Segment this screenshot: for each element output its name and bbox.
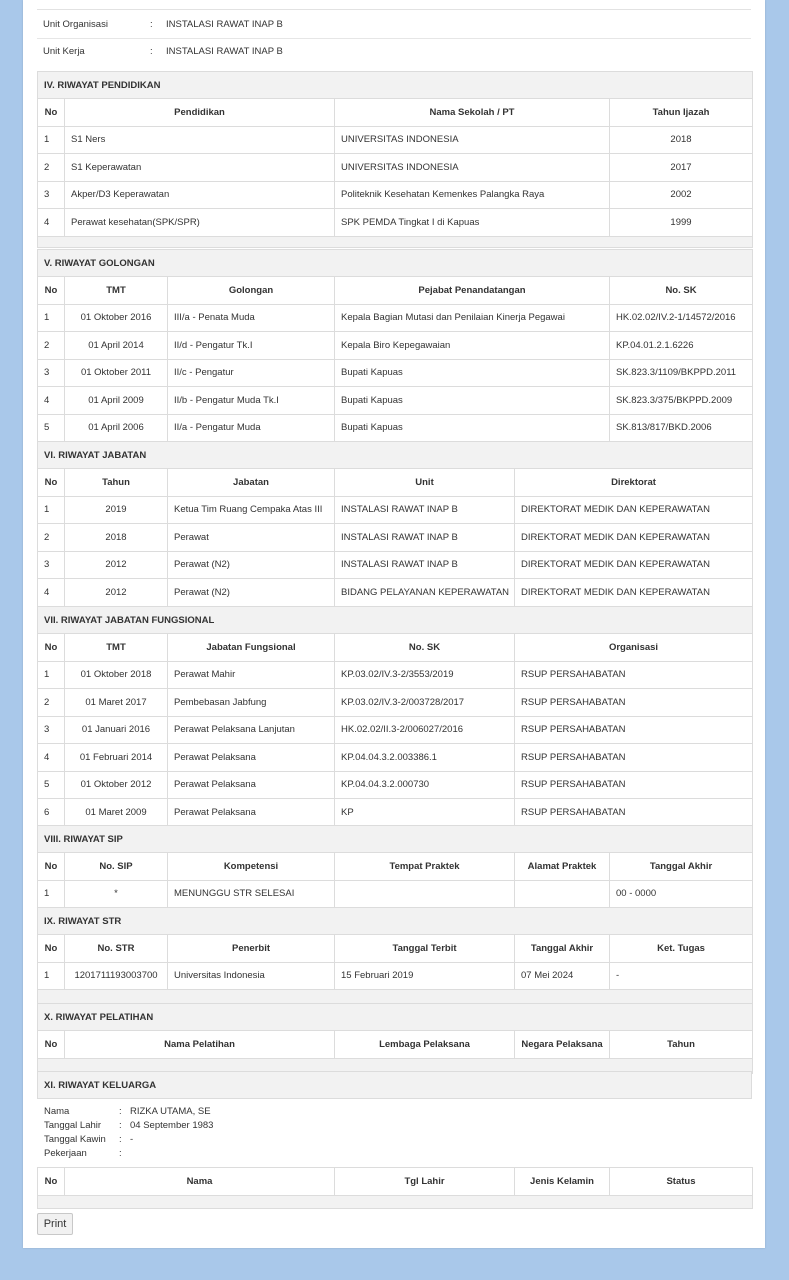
column-header: Jabatan [168,469,335,497]
table-row [38,304,753,332]
cell: BIDANG PELAYANAN KEPERAWATAN [335,579,515,607]
cell: 5 [38,414,65,442]
column-header: Tempat Praktek [335,853,515,881]
field-label: Tanggal Kawin [44,1134,106,1145]
cell: KP.04.04.3.2.003386.1 [335,744,515,772]
column-header: Tahun [610,1031,753,1059]
cell: 01 Oktober 2018 [65,661,168,689]
cell: 2017 [610,154,753,182]
field-value: - [130,1134,134,1145]
cell: 2002 [610,181,753,209]
section-title: V. RIWAYAT GOLONGAN [38,250,753,277]
cell: 2 [38,524,65,552]
cell: 1 [38,496,65,524]
field-label: Tanggal Lahir [44,1120,102,1131]
table-row [38,126,753,154]
column-header: Direktorat [515,469,753,497]
cell: III/a - Penata Muda [168,304,335,332]
cell: Bupati Kapuas [335,414,610,442]
cell: S1 Ners [65,126,335,154]
cell: RSUP PERSAHABATAN [515,771,753,799]
cell: Ketua Tim Ruang Cempaka Atas III [168,496,335,524]
cell: 4 [38,744,65,772]
cell: II/c - Pengatur [168,359,335,387]
column-header: Pendidikan [65,99,335,127]
column-header: Ket. Tugas [610,935,753,963]
pendidikan-table [37,71,753,248]
cell: Perawat kesehatan(SPK/SPR) [65,209,335,237]
cell: Bupati Kapuas [335,359,610,387]
keluarga-field [44,1147,213,1161]
cell: 01 Oktober 2012 [65,771,168,799]
cell: 2 [38,689,65,717]
keluarga-field [44,1105,213,1119]
cell: 01 Maret 2009 [65,799,168,827]
cell: INSTALASI RAWAT INAP B [335,524,515,552]
sip-table [37,825,753,908]
cell: INSTALASI RAWAT INAP B [335,496,515,524]
cell: KP.04.01.2.1.6226 [610,332,753,360]
cell [335,880,515,908]
column-header: No. SIP [65,853,168,881]
divider [37,38,751,39]
column-header: No [38,1031,65,1059]
column-header: TMT [65,634,168,662]
cell: 2018 [610,126,753,154]
cell: Pembebasan Jabfung [168,689,335,717]
cell: Perawat Pelaksana [168,799,335,827]
cell: DIREKTORAT MEDIK DAN KEPERAWATAN [515,579,753,607]
column-header: TMT [65,277,168,305]
cell: Politeknik Kesehatan Kemenkes Palangka Raya [335,181,610,209]
cell: 1201711193003700 [65,962,168,990]
column-header: Tgl Lahir [335,1168,515,1196]
cell: Perawat Pelaksana [168,771,335,799]
field-value: 04 September 1983 [130,1120,214,1131]
cell: 3 [38,181,65,209]
cell: RSUP PERSAHABATAN [515,661,753,689]
cell: 1 [38,126,65,154]
cell: 5 [38,771,65,799]
field-label: Nama [44,1106,70,1117]
cell: 1 [38,880,65,908]
table-row [38,359,753,387]
cell: KP [335,799,515,827]
section-title: X. RIWAYAT PELATIHAN [38,1004,753,1031]
table-row [38,661,753,689]
column-header: Tahun Ijazah [610,99,753,127]
section-title: VII. RIWAYAT JABATAN FUNGSIONAL [38,607,753,634]
column-header: Tahun [65,469,168,497]
cell: 2019 [65,496,168,524]
cell: RSUP PERSAHABATAN [515,744,753,772]
jabatan-table [37,441,753,607]
cell: Perawat Mahir [168,661,335,689]
cell: 2 [38,154,65,182]
cell: 1 [38,962,65,990]
column-header: Jenis Kelamin [515,1168,610,1196]
unit-kerja-label: Unit Kerja [43,46,85,57]
table-row [38,181,753,209]
str-table [37,907,753,1005]
cell: SPK PEMDA Tingkat I di Kapuas [335,209,610,237]
cell: MENUNGGU STR SELESAI [168,880,335,908]
column-header: Golongan [168,277,335,305]
keluarga-table [37,1167,753,1209]
cell: 00 - 0000 [610,880,753,908]
cell: 3 [38,716,65,744]
cell: 01 Januari 2016 [65,716,168,744]
field-label: Pekerjaan [44,1148,87,1159]
cell: 01 Maret 2017 [65,689,168,717]
column-header: No [38,99,65,127]
column-header: Nama [65,1168,335,1196]
cell: SK.823.3/375/BKPPD.2009 [610,387,753,415]
cell: Kepala Bagian Mutasi dan Penilaian Kinerja Pegawai [335,304,610,332]
column-header: Tanggal Akhir [610,853,753,881]
cell: RSUP PERSAHABATAN [515,716,753,744]
section-title: VI. RIWAYAT JABATAN [38,442,753,469]
table-row [38,154,753,182]
cell: Perawat (N2) [168,579,335,607]
colon: : [119,1134,122,1145]
column-header: No [38,1168,65,1196]
cell: 1 [38,304,65,332]
table-row [38,414,753,442]
cell: * [65,880,168,908]
table-row [38,332,753,360]
print-button[interactable]: Print [37,1213,73,1235]
cell: HK.02.02/IV.2-1/14572/2016 [610,304,753,332]
table-row [38,799,753,827]
cell: 4 [38,387,65,415]
cell: DIREKTORAT MEDIK DAN KEPERAWATAN [515,524,753,552]
column-header: No [38,277,65,305]
table-row [38,579,753,607]
table-row [38,716,753,744]
cell: 01 Februari 2014 [65,744,168,772]
cell: S1 Keperawatan [65,154,335,182]
cell: 07 Mei 2024 [515,962,610,990]
column-header: Pejabat Penandatangan [335,277,610,305]
column-header: Kompetensi [168,853,335,881]
column-header: Penerbit [168,935,335,963]
column-header: Organisasi [515,634,753,662]
keluarga-field [44,1133,213,1147]
cell: Bupati Kapuas [335,387,610,415]
column-header: Unit [335,469,515,497]
cell: 2012 [65,579,168,607]
column-header: No [38,634,65,662]
column-header: Lembaga Pelaksana [335,1031,515,1059]
table-row [38,880,753,908]
cell: SK.813/817/BKD.2006 [610,414,753,442]
table-row [38,524,753,552]
cell: Perawat Pelaksana Lanjutan [168,716,335,744]
section-title: IX. RIWAYAT STR [38,908,753,935]
cell [515,880,610,908]
column-header: No [38,853,65,881]
column-header: Nama Sekolah / PT [335,99,610,127]
colon: : [119,1120,122,1131]
cell: - [610,962,753,990]
cell: 2012 [65,551,168,579]
keluarga-title-table [37,1071,752,1099]
colon: : [119,1148,122,1159]
column-header: Tanggal Akhir [515,935,610,963]
cell: UNIVERSITAS INDONESIA [335,126,610,154]
cell: UNIVERSITAS INDONESIA [335,154,610,182]
table-row [38,209,753,237]
column-header: No. SK [335,634,515,662]
cell: DIREKTORAT MEDIK DAN KEPERAWATAN [515,551,753,579]
cell: 4 [38,579,65,607]
divider [37,9,751,10]
table-row [38,744,753,772]
table-row [38,551,753,579]
cell: KP.03.02/IV.3-2/3553/2019 [335,661,515,689]
field-value: RIZKA UTAMA, SE [130,1106,211,1117]
colon: : [150,46,153,57]
cell: 01 Oktober 2011 [65,359,168,387]
cell: SK.823.3/1109/BKPPD.2011 [610,359,753,387]
unit-organisasi-label: Unit Organisasi [43,19,108,30]
cell: Kepala Biro Kepegawaian [335,332,610,360]
cell: 1 [38,661,65,689]
cell: 15 Februari 2019 [335,962,515,990]
cell: 01 April 2014 [65,332,168,360]
cell: DIREKTORAT MEDIK DAN KEPERAWATAN [515,496,753,524]
table-row [38,689,753,717]
pelatihan-table [37,1003,753,1074]
column-header: No. SK [610,277,753,305]
cell: Universitas Indonesia [168,962,335,990]
column-header: Nama Pelatihan [65,1031,335,1059]
cell: 1999 [610,209,753,237]
cell: RSUP PERSAHABATAN [515,689,753,717]
cell: 2018 [65,524,168,552]
table-row [38,387,753,415]
cell: Akper/D3 Keperawatan [65,181,335,209]
cell: HK.02.02/II.3-2/006027/2016 [335,716,515,744]
column-header: No [38,469,65,497]
cell: KP.03.02/IV.3-2/003728/2017 [335,689,515,717]
keluarga-field [44,1119,213,1133]
table-row [38,496,753,524]
cell: 01 April 2006 [65,414,168,442]
cell: II/d - Pengatur Tk.I [168,332,335,360]
cell: 3 [38,551,65,579]
column-header: Status [610,1168,753,1196]
table-row [38,771,753,799]
keluarga-info [44,1105,213,1161]
column-header: Tanggal Terbit [335,935,515,963]
fungsional-table [37,606,753,827]
column-header: No. STR [65,935,168,963]
cell: INSTALASI RAWAT INAP B [335,551,515,579]
unit-organisasi-value: INSTALASI RAWAT INAP B [166,19,283,30]
cell: II/b - Pengatur Muda Tk.I [168,387,335,415]
table-row [38,962,753,990]
cell: KP.04.04.3.2.000730 [335,771,515,799]
cell: RSUP PERSAHABATAN [515,799,753,827]
section-title: VIII. RIWAYAT SIP [38,826,753,853]
column-header: Alamat Praktek [515,853,610,881]
cell: 01 April 2009 [65,387,168,415]
colon: : [119,1106,122,1117]
cell: 01 Oktober 2016 [65,304,168,332]
cell: 2 [38,332,65,360]
column-header: Jabatan Fungsional [168,634,335,662]
section-title: IV. RIWAYAT PENDIDIKAN [38,72,753,99]
cell: 6 [38,799,65,827]
section-title: XI. RIWAYAT KELUARGA [38,1072,752,1099]
cell: Perawat Pelaksana [168,744,335,772]
column-header: No [38,935,65,963]
cell: 4 [38,209,65,237]
golongan-table [37,249,753,442]
cell: Perawat (N2) [168,551,335,579]
column-header: Negara Pelaksana [515,1031,610,1059]
cell: 3 [38,359,65,387]
cell: II/a - Pengatur Muda [168,414,335,442]
cell: Perawat [168,524,335,552]
unit-kerja-value: INSTALASI RAWAT INAP B [166,46,283,57]
colon: : [150,19,153,30]
